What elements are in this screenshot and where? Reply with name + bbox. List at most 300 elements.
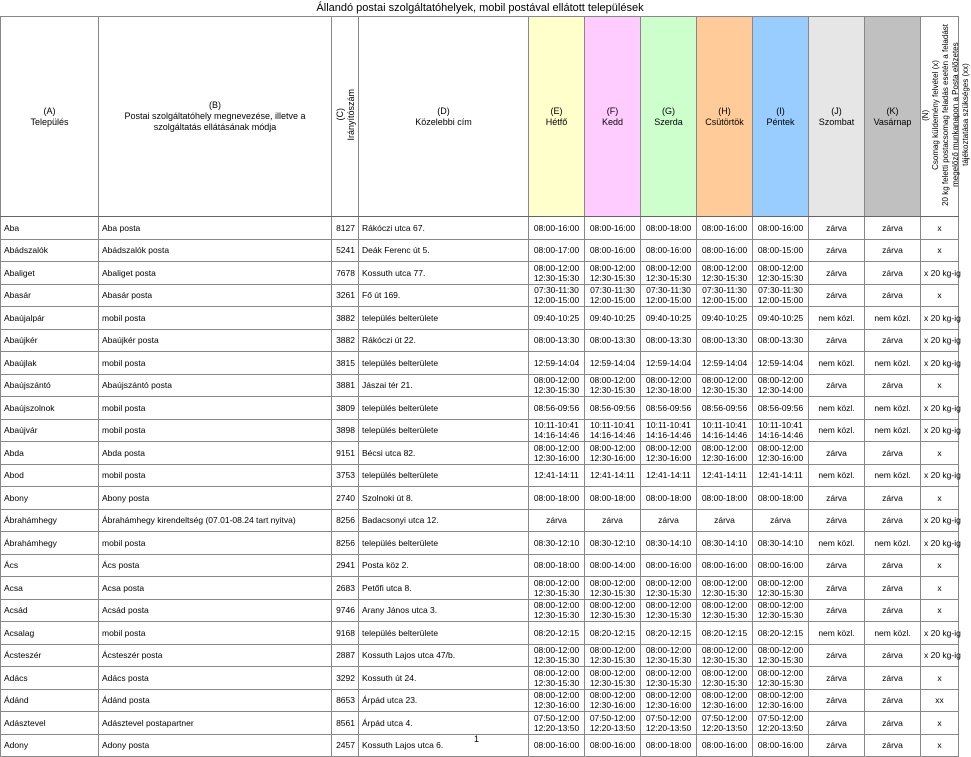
- service-point-cell: Ábrahámhegy kirendeltség (07.01-08.24 tart nyitva): [99, 509, 332, 532]
- tuesday-hours-cell: [585, 352, 641, 375]
- hours-line: 12:30-15:30: [533, 610, 580, 621]
- hours-line: zárva: [770, 515, 791, 526]
- header-f: (F) Kedd: [585, 17, 641, 217]
- table-row: [1, 734, 959, 757]
- service-point-cell: Abaliget posta: [99, 262, 332, 285]
- service-point-cell: Abony posta: [99, 487, 332, 510]
- service-point-cell: mobil posta: [99, 532, 332, 555]
- hours-line: 08:00-12:00: [701, 645, 748, 656]
- hours-line: 08:00-12:00: [533, 442, 580, 453]
- parcel-cell: x 20 kg-ig: [921, 622, 959, 645]
- hours-line: 12:20-13:50: [533, 722, 580, 733]
- friday-hours-cell: [753, 442, 809, 465]
- service-point-cell: Acsa posta: [99, 577, 332, 600]
- wednesday-hours-cell: [641, 397, 697, 420]
- service-point-cell: Abaújkér posta: [99, 329, 332, 352]
- table-row: [1, 329, 959, 352]
- hours-line: 08:00-12:00: [645, 442, 692, 453]
- sunday-cell: nem közl.: [865, 397, 921, 420]
- hours-line: 08:56-09:56: [701, 402, 748, 413]
- service-point-cell: mobil posta: [99, 397, 332, 420]
- hours-line: 09:40-10:25: [757, 312, 804, 323]
- hours-line: 12:30-16:00: [533, 700, 580, 711]
- address-cell: település belterülete: [359, 532, 529, 555]
- postcode-cell: 3881: [332, 374, 359, 397]
- hours-line: 08:00-12:00: [757, 645, 804, 656]
- address-cell: Rákóczi utca 67.: [359, 217, 529, 240]
- hours-line: 07:50-12:00: [701, 712, 748, 723]
- hours-line: 08:00-12:00: [589, 690, 636, 701]
- wednesday-hours-cell: [641, 509, 697, 532]
- friday-hours-cell: [753, 262, 809, 285]
- settlement-cell: Adásztevel: [1, 712, 99, 735]
- hours-line: 08:00-16:00: [701, 560, 748, 571]
- postcode-cell: 3882: [332, 329, 359, 352]
- settlement-cell: Abaújkér: [1, 329, 99, 352]
- postcode-cell: 3898: [332, 419, 359, 442]
- hours-line: 08:20-12:15: [757, 627, 804, 638]
- hours-line: 08:30-14:10: [757, 537, 804, 548]
- tuesday-hours-cell: [585, 509, 641, 532]
- friday-hours-cell: [753, 622, 809, 645]
- settlement-cell: Ábrahámhegy: [1, 509, 99, 532]
- hours-line: 12:59-14:04: [589, 357, 636, 368]
- hours-line: 12:30-16:00: [589, 452, 636, 463]
- parcel-cell: x: [921, 554, 959, 577]
- header-g: (G) Szerda: [641, 17, 697, 217]
- hours-line: 08:00-12:00: [701, 690, 748, 701]
- saturday-cell: zárva: [809, 284, 865, 307]
- header-d: (D) Közelebbi cím: [359, 17, 529, 217]
- parcel-cell: x: [921, 734, 959, 757]
- hours-line: 12:30-16:00: [645, 700, 692, 711]
- settlement-cell: Ács: [1, 554, 99, 577]
- postcode-cell: 3815: [332, 352, 359, 375]
- thursday-hours-cell: [697, 442, 753, 465]
- monday-hours-cell: [529, 329, 585, 352]
- saturday-cell: zárva: [809, 599, 865, 622]
- sunday-cell: zárva: [865, 644, 921, 667]
- wednesday-hours-cell: [641, 442, 697, 465]
- table-row: [1, 577, 959, 600]
- address-cell: Posta köz 2.: [359, 554, 529, 577]
- table-row: [1, 532, 959, 555]
- header-h: (H) Csütörtök: [697, 17, 753, 217]
- monday-hours-cell: [529, 487, 585, 510]
- sunday-cell: zárva: [865, 734, 921, 757]
- parcel-cell: x 20 kg-ig: [921, 307, 959, 330]
- thursday-hours-cell: [697, 239, 753, 262]
- hours-line: 07:50-12:00: [645, 712, 692, 723]
- settlement-cell: Adony: [1, 734, 99, 757]
- hours-line: 12:30-15:30: [589, 610, 636, 621]
- hours-line: 08:56-09:56: [533, 402, 580, 413]
- postcode-cell: 9746: [332, 599, 359, 622]
- settlement-cell: Acsalag: [1, 622, 99, 645]
- postcode-cell: 2740: [332, 487, 359, 510]
- table-row: [1, 667, 959, 690]
- tuesday-hours-cell: [585, 419, 641, 442]
- header-k: (K) Vasárnap: [865, 17, 921, 217]
- address-cell: Fő út 169.: [359, 284, 529, 307]
- hours-line: 08:00-18:00: [533, 560, 580, 571]
- hours-line: 08:00-15:00: [757, 245, 804, 256]
- hours-line: 08:00-13:30: [757, 335, 804, 346]
- friday-hours-cell: [753, 374, 809, 397]
- address-cell: Bécsi utca 82.: [359, 442, 529, 465]
- monday-hours-cell: [529, 397, 585, 420]
- settlement-cell: Abaújalpár: [1, 307, 99, 330]
- hours-line: 12:30-15:30: [589, 655, 636, 666]
- wednesday-hours-cell: [641, 577, 697, 600]
- monday-hours-cell: [529, 374, 585, 397]
- wednesday-hours-cell: [641, 644, 697, 667]
- hours-line: 12:30-18:00: [645, 385, 692, 396]
- parcel-cell: x: [921, 712, 959, 735]
- hours-line: 08:30-12:10: [533, 537, 580, 548]
- table-row: [1, 239, 959, 262]
- service-point-cell: mobil posta: [99, 622, 332, 645]
- parcel-cell: x: [921, 599, 959, 622]
- sunday-cell: nem közl.: [865, 307, 921, 330]
- hours-line: 07:30-11:30: [646, 285, 691, 296]
- tuesday-hours-cell: [585, 262, 641, 285]
- hours-line: 12:41-14:11: [758, 470, 803, 481]
- service-point-cell: mobil posta: [99, 307, 332, 330]
- hours-line: 08:56-09:56: [757, 402, 804, 413]
- hours-line: 12:30-15:30: [645, 677, 692, 688]
- saturday-cell: nem közl.: [809, 464, 865, 487]
- tuesday-hours-cell: [585, 689, 641, 712]
- parcel-cell: xx: [921, 689, 959, 712]
- friday-hours-cell: [753, 464, 809, 487]
- hours-line: 08:00-12:00: [589, 262, 636, 273]
- settlement-cell: Abasár: [1, 284, 99, 307]
- hours-line: 08:00-12:00: [589, 375, 636, 386]
- hours-line: 12:30-15:30: [645, 587, 692, 598]
- hours-line: 08:00-13:30: [645, 335, 692, 346]
- table-body: [1, 217, 959, 757]
- hours-line: 08:00-12:00: [757, 262, 804, 273]
- hours-line: 08:00-16:00: [589, 740, 636, 751]
- friday-hours-cell: [753, 599, 809, 622]
- saturday-cell: zárva: [809, 442, 865, 465]
- hours-line: 08:00-12:00: [701, 667, 748, 678]
- table-row: [1, 464, 959, 487]
- hours-line: 08:00-17:00: [533, 245, 580, 256]
- friday-hours-cell: [753, 689, 809, 712]
- hours-line: 10:11-10:41: [758, 420, 803, 431]
- hours-line: 12:00-15:00: [589, 295, 636, 306]
- hours-line: 08:00-12:00: [589, 645, 636, 656]
- hours-line: 08:00-12:00: [757, 600, 804, 611]
- hours-line: 08:00-12:00: [589, 600, 636, 611]
- tuesday-hours-cell: [585, 284, 641, 307]
- wednesday-hours-cell: [641, 262, 697, 285]
- parcel-cell: x 20 kg-ig: [921, 352, 959, 375]
- parcel-cell: x: [921, 667, 959, 690]
- service-point-cell: Abda posta: [99, 442, 332, 465]
- hours-line: 08:00-18:00: [589, 492, 636, 503]
- hours-line: 08:30-14:10: [701, 537, 748, 548]
- hours-line: 12:41-14:11: [702, 470, 747, 481]
- address-cell: Kossuth utca 77.: [359, 262, 529, 285]
- hours-line: 10:11-10:41: [702, 420, 747, 431]
- monday-hours-cell: [529, 284, 585, 307]
- wednesday-hours-cell: [641, 487, 697, 510]
- table-row: [1, 644, 959, 667]
- table-row: [1, 217, 959, 240]
- wednesday-hours-cell: [641, 734, 697, 757]
- hours-line: 12:00-15:00: [645, 295, 692, 306]
- hours-line: 08:00-16:00: [533, 222, 580, 233]
- hours-line: 09:40-10:25: [701, 312, 748, 323]
- header-c: (C) Irányítószám: [332, 17, 359, 217]
- monday-hours-cell: [529, 532, 585, 555]
- table-header: [1, 17, 970, 217]
- address-cell: Petőfi utca 8.: [359, 577, 529, 600]
- wednesday-hours-cell: [641, 419, 697, 442]
- tuesday-hours-cell: [585, 442, 641, 465]
- hours-line: 08:00-12:00: [757, 690, 804, 701]
- saturday-cell: zárva: [809, 262, 865, 285]
- table-row: [1, 689, 959, 712]
- postcode-cell: 8256: [332, 532, 359, 555]
- document-title: Állandó postai szolgáltatóhelyek, mobil postával ellátott települések: [316, 2, 644, 14]
- wednesday-hours-cell: [641, 532, 697, 555]
- hours-line: 08:00-12:00: [701, 442, 748, 453]
- table-row: [1, 712, 959, 735]
- sunday-cell: zárva: [865, 554, 921, 577]
- address-cell: Deák Ferenc út 5.: [359, 239, 529, 262]
- table-row: [1, 352, 959, 375]
- tuesday-hours-cell: [585, 307, 641, 330]
- hours-line: 08:00-16:00: [757, 222, 804, 233]
- thursday-hours-cell: [697, 352, 753, 375]
- hours-line: 08:00-12:00: [701, 600, 748, 611]
- friday-hours-cell: [753, 554, 809, 577]
- saturday-cell: zárva: [809, 734, 865, 757]
- friday-hours-cell: [753, 307, 809, 330]
- settlement-cell: Abaújszántó: [1, 374, 99, 397]
- hours-line: 08:00-16:00: [589, 245, 636, 256]
- hours-line: 08:30-12:10: [589, 537, 636, 548]
- friday-hours-cell: [753, 397, 809, 420]
- hours-line: 08:00-12:00: [533, 600, 580, 611]
- post-office-table: [0, 16, 970, 757]
- hours-line: 08:00-16:00: [701, 222, 748, 233]
- hours-line: 12:41-14:11: [534, 470, 579, 481]
- monday-hours-cell: [529, 442, 585, 465]
- sunday-cell: zárva: [865, 374, 921, 397]
- hours-line: 12:30-15:30: [701, 677, 748, 688]
- address-cell: Badacsonyi utca 12.: [359, 509, 529, 532]
- table-row: [1, 262, 959, 285]
- thursday-hours-cell: [697, 487, 753, 510]
- hours-line: 12:30-15:30: [645, 655, 692, 666]
- settlement-cell: Ábrahámhegy: [1, 532, 99, 555]
- settlement-cell: Abaújszolnok: [1, 397, 99, 420]
- wednesday-hours-cell: [641, 239, 697, 262]
- postcode-cell: 8127: [332, 217, 359, 240]
- hours-line: 09:40-10:25: [533, 312, 580, 323]
- sunday-cell: zárva: [865, 509, 921, 532]
- thursday-hours-cell: [697, 577, 753, 600]
- hours-line: 08:20-12:15: [645, 627, 692, 638]
- hours-line: 08:00-14:00: [589, 560, 636, 571]
- postcode-cell: 3292: [332, 667, 359, 690]
- hours-line: 12:59-14:04: [645, 357, 692, 368]
- table-row: [1, 419, 959, 442]
- settlement-cell: Adács: [1, 667, 99, 690]
- wednesday-hours-cell: [641, 329, 697, 352]
- friday-hours-cell: [753, 352, 809, 375]
- hours-line: 08:00-16:00: [701, 740, 748, 751]
- address-cell: Kossuth Lajos utca 47/b.: [359, 644, 529, 667]
- monday-hours-cell: [529, 712, 585, 735]
- hours-line: 10:11-10:41: [590, 420, 635, 431]
- service-point-cell: mobil posta: [99, 352, 332, 375]
- thursday-hours-cell: [697, 532, 753, 555]
- hours-line: 08:00-12:00: [645, 645, 692, 656]
- hours-line: 12:30-15:30: [701, 610, 748, 621]
- settlement-cell: Abod: [1, 464, 99, 487]
- hours-line: 12:20-13:50: [757, 722, 804, 733]
- hours-line: 08:00-16:00: [645, 560, 692, 571]
- postcode-cell: 8256: [332, 509, 359, 532]
- hours-line: 12:59-14:04: [701, 357, 748, 368]
- sunday-cell: zárva: [865, 667, 921, 690]
- parcel-cell: x 20 kg-ig: [921, 532, 959, 555]
- sunday-cell: zárva: [865, 217, 921, 240]
- saturday-cell: zárva: [809, 667, 865, 690]
- thursday-hours-cell: [697, 464, 753, 487]
- hours-line: 12:30-16:00: [757, 700, 804, 711]
- saturday-cell: nem közl.: [809, 419, 865, 442]
- service-point-cell: Ács posta: [99, 554, 332, 577]
- tuesday-hours-cell: [585, 734, 641, 757]
- hours-line: 10:11-10:41: [534, 420, 579, 431]
- tuesday-hours-cell: [585, 464, 641, 487]
- parcel-cell: x: [921, 284, 959, 307]
- hours-line: 08:56-09:56: [589, 402, 636, 413]
- table-row: [1, 284, 959, 307]
- sunday-cell: zárva: [865, 577, 921, 600]
- table-row: [1, 599, 959, 622]
- monday-hours-cell: [529, 307, 585, 330]
- address-cell: Jászai tér 21.: [359, 374, 529, 397]
- sunday-cell: nem közl.: [865, 419, 921, 442]
- parcel-cell: x: [921, 239, 959, 262]
- hours-line: 12:30-15:30: [757, 587, 804, 598]
- saturday-cell: nem közl.: [809, 532, 865, 555]
- hours-line: 14:16-14:46: [701, 430, 748, 441]
- address-cell: Rákóczi út 22.: [359, 329, 529, 352]
- sunday-cell: zárva: [865, 689, 921, 712]
- hours-line: 08:00-12:00: [589, 577, 636, 588]
- hours-line: 08:00-18:00: [645, 740, 692, 751]
- settlement-cell: Abaújvár: [1, 419, 99, 442]
- postcode-cell: 7678: [332, 262, 359, 285]
- settlement-cell: Abádszalók: [1, 239, 99, 262]
- saturday-cell: zárva: [809, 509, 865, 532]
- hours-line: 08:20-12:15: [533, 627, 580, 638]
- settlement-cell: Acsa: [1, 577, 99, 600]
- service-point-cell: Adásztevel postapartner: [99, 712, 332, 735]
- sunday-cell: zárva: [865, 329, 921, 352]
- thursday-hours-cell: [697, 307, 753, 330]
- hours-line: 08:20-12:15: [701, 627, 748, 638]
- hours-line: 12:30-15:30: [589, 385, 636, 396]
- hours-line: 07:30-11:30: [590, 285, 635, 296]
- hours-line: 12:30-15:30: [533, 272, 580, 283]
- sunday-cell: zárva: [865, 599, 921, 622]
- address-cell: település belterülete: [359, 397, 529, 420]
- postcode-cell: 3809: [332, 397, 359, 420]
- tuesday-hours-cell: [585, 532, 641, 555]
- tuesday-hours-cell: [585, 577, 641, 600]
- hours-line: 12:30-15:30: [757, 272, 804, 283]
- hours-line: 12:00-15:00: [757, 295, 804, 306]
- postcode-cell: 3882: [332, 307, 359, 330]
- hours-line: 12:30-16:00: [701, 700, 748, 711]
- saturday-cell: zárva: [809, 712, 865, 735]
- monday-hours-cell: [529, 577, 585, 600]
- monday-hours-cell: [529, 667, 585, 690]
- tuesday-hours-cell: [585, 554, 641, 577]
- hours-line: 08:00-12:00: [589, 442, 636, 453]
- saturday-cell: nem közl.: [809, 352, 865, 375]
- hours-line: 14:16-14:46: [757, 430, 804, 441]
- hours-line: 08:00-12:00: [533, 667, 580, 678]
- hours-line: 12:30-16:00: [533, 452, 580, 463]
- saturday-cell: zárva: [809, 554, 865, 577]
- saturday-cell: zárva: [809, 374, 865, 397]
- hours-line: 09:40-10:25: [645, 312, 692, 323]
- header-a: (A) Település: [1, 17, 99, 217]
- hours-line: 08:00-16:00: [533, 740, 580, 751]
- tuesday-hours-cell: [585, 217, 641, 240]
- service-point-cell: Ácsteszér posta: [99, 644, 332, 667]
- hours-line: 08:00-18:00: [645, 222, 692, 233]
- hours-line: 12:30-15:30: [701, 655, 748, 666]
- hours-line: 12:59-14:04: [757, 357, 804, 368]
- hours-line: 12:30-16:00: [701, 452, 748, 463]
- hours-line: 08:00-16:00: [589, 222, 636, 233]
- friday-hours-cell: [753, 734, 809, 757]
- hours-line: 12:30-15:30: [533, 677, 580, 688]
- postcode-cell: 3261: [332, 284, 359, 307]
- hours-line: 14:16-14:46: [589, 430, 636, 441]
- thursday-hours-cell: [697, 599, 753, 622]
- wednesday-hours-cell: [641, 307, 697, 330]
- hours-line: 08:00-12:00: [533, 645, 580, 656]
- hours-line: 08:00-18:00: [701, 492, 748, 503]
- sunday-cell: nem közl.: [865, 464, 921, 487]
- thursday-hours-cell: [697, 734, 753, 757]
- friday-hours-cell: [753, 644, 809, 667]
- sunday-cell: zárva: [865, 262, 921, 285]
- header-i: (I) Péntek: [753, 17, 809, 217]
- table-row: [1, 622, 959, 645]
- address-cell: település belterülete: [359, 419, 529, 442]
- table-row: [1, 397, 959, 420]
- address-cell: Arany János utca 3.: [359, 599, 529, 622]
- wednesday-hours-cell: [641, 352, 697, 375]
- hours-line: 14:16-14:46: [645, 430, 692, 441]
- friday-hours-cell: [753, 239, 809, 262]
- tuesday-hours-cell: [585, 599, 641, 622]
